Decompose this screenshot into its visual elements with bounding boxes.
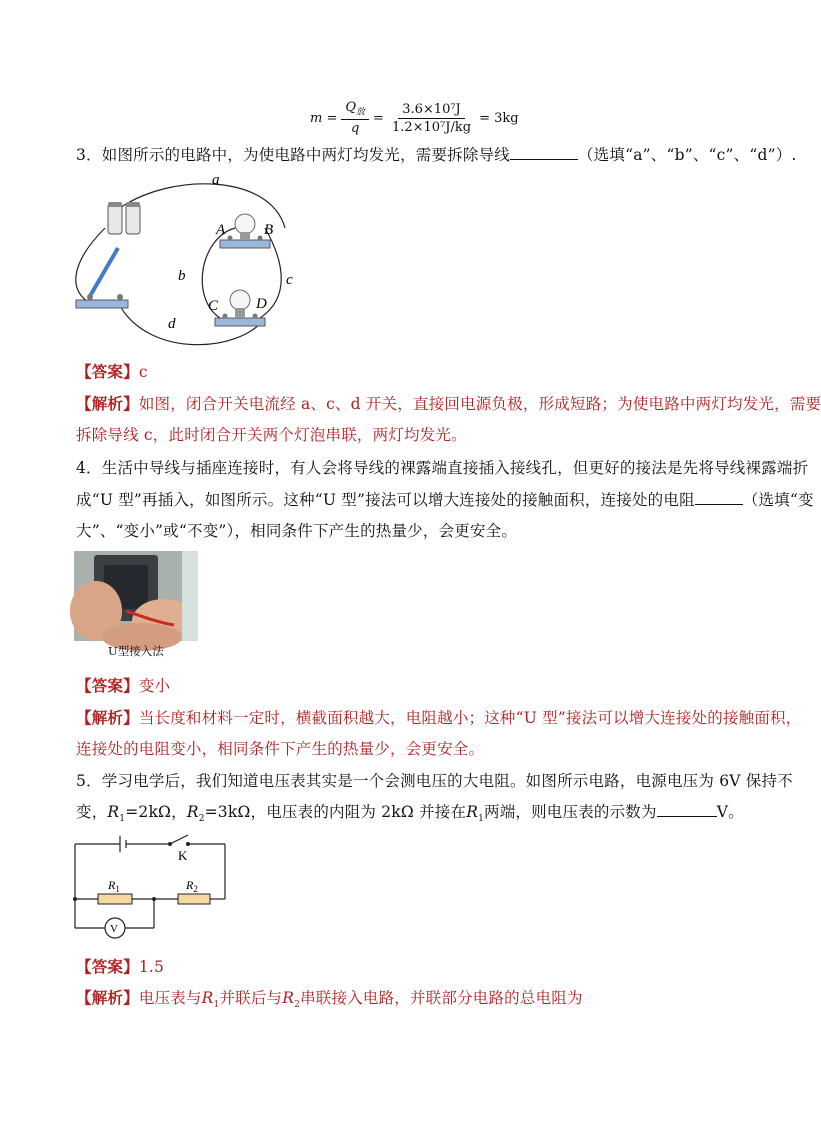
q5-answer-blank [657, 802, 717, 817]
energy-formula [310, 98, 519, 138]
wire-a [120, 184, 285, 228]
label-a: a [212, 172, 220, 188]
formula-q-symbol: Q [345, 100, 357, 116]
voltmeter-label: V [110, 923, 118, 935]
label-d: d [168, 316, 176, 332]
switch-label: K [178, 848, 188, 863]
resistor-r2 [178, 894, 210, 904]
q5-answer: 【答案】1.5 [76, 957, 165, 976]
q4-stem-line-2: 成“U 型”再插入，如图所示。这种“U 型”接法可以增大连接处的接触面积，连接处的电阻 （选填“变 [76, 491, 814, 509]
q5-stem-line-2: 变，$R_1=2k\Omega$，$R_2=3k\Omega$，电压表的内阻为 2kΩ 并接在$R_1$两端，则电压表的示数为 V。 [76, 803, 744, 825]
label-B: B [264, 222, 274, 238]
u-shape-wiring-photo [74, 551, 198, 641]
q4-answer: 【答案】变小 [76, 676, 171, 695]
label-c: c [286, 272, 293, 288]
formula-lhs: m = [310, 110, 338, 126]
label-A: A [216, 222, 226, 238]
r1-label: $R_1$ [108, 878, 120, 894]
formula-q-denominator: q [351, 120, 360, 136]
formula-fraction-2 [388, 102, 475, 135]
q4-stem-line-3: 大”、“变小”或“不变”），相同条件下产生的热量少，会更安全。 [76, 522, 518, 540]
q4-answer-blank [695, 490, 743, 505]
q3-circuit-diagram [70, 168, 310, 348]
q4-stem-line-1: 4．生活中导线与插座连接时，有人会将导线的裸露端直接插入接线孔，但更好的接法是先将导线裸露端折 [76, 459, 809, 477]
q3-answer: 【答案】c [76, 362, 148, 381]
photo-caption: U型接入法 [108, 644, 164, 658]
switch-blade [170, 835, 188, 844]
battery-icon [108, 202, 140, 234]
q3-stem: 3．如图所示的电路中，为使电路中两灯均发光，需要拆除导线 （选填“a”、“b”、“c”、“d”）. [76, 146, 797, 164]
label-b: b [178, 268, 186, 284]
r2-label: $R_2$ [186, 878, 198, 894]
q5-circuit-diagram [70, 832, 230, 942]
q5-stem-line-1: 5．学习电学后，我们知道电压表其实是一个会测电压的大电阻。如图所示电路，电源电压为 6V 保持不 [76, 772, 793, 790]
q5-analysis-line-1: 【解析】电压表与$R_1$并联后与$R_2$串联接入电路，并联部分电路的总电阻为 [76, 988, 583, 1011]
label-C: C [208, 298, 219, 314]
q4-analysis-line-2: 连接处的电阻变小，相同条件下产生的热量少，会更安全。 [76, 740, 485, 758]
formula-fraction-1 [341, 100, 369, 136]
formula-result: = 3kg [479, 110, 519, 126]
formula-denominator: 1.2×10⁷J/kg [391, 119, 472, 135]
q3-analysis-line-1: 【解析】如图，闭合开关电流经 a、c、d 开关，直接回电源负极，形成短路；为使电路中两灯均发光，需要 [76, 394, 821, 413]
resistor-r1 [98, 894, 132, 904]
q3-answer-blank [510, 145, 578, 160]
label-D: D [256, 296, 267, 312]
formula-equals: = [373, 110, 384, 126]
q4-analysis-line-1: 【解析】当长度和材料一定时，横截面积越大，电阻越小；这种“U 型”接法可以增大连接处的接触面积， [76, 708, 802, 727]
formula-numerator: 3.6×10⁷J [398, 102, 465, 119]
formula-q-sub: 放 [356, 107, 366, 118]
q3-analysis-line-2: 拆除导线 c，此时闭合开关两个灯泡串联，两灯均发光。 [76, 426, 467, 444]
